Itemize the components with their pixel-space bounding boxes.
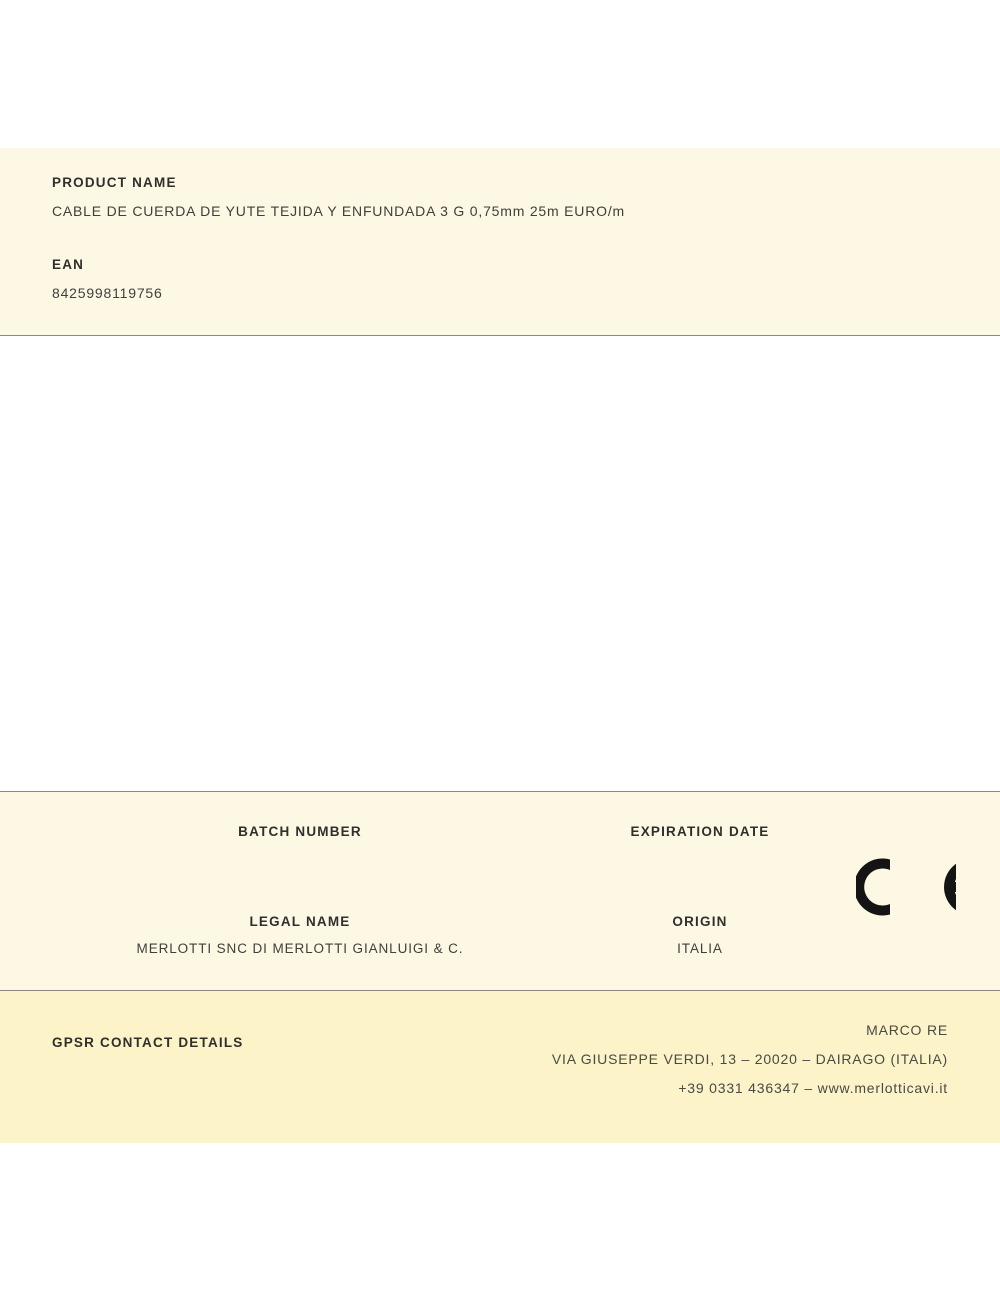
- product-info-inner: [0, 148, 1000, 301]
- gpsr-contact-block: [0, 991, 1000, 1143]
- ce-mark-icon: [856, 854, 956, 920]
- origin-value: ITALIA: [677, 941, 723, 956]
- product-name-value: CABLE DE CUERDA DE YUTE TEJIDA Y ENFUNDADA 3 G 0,75mm 25m EURO/m: [52, 203, 625, 219]
- spacer: [52, 219, 948, 257]
- batch-legal-block: [0, 791, 1000, 991]
- gpsr-label: GPSR CONTACT DETAILS: [52, 1035, 244, 1050]
- expiration-date-column: [550, 824, 850, 851]
- gpsr-contact-address: VIA GIUSEPPE VERDI, 13 – 20020 – DAIRAGO (ITALIA): [551, 1050, 948, 1067]
- blank-content-area: [0, 336, 1000, 791]
- legal-name-column: [60, 914, 540, 956]
- bottom-blank-area: [0, 1143, 1000, 1300]
- batch-number-column: [150, 824, 450, 851]
- origin-label: ORIGIN: [672, 914, 728, 929]
- gpsr-contact-details: [328, 1022, 948, 1096]
- product-name-label: PRODUCT NAME: [52, 175, 177, 190]
- ean-label: EAN: [52, 257, 85, 272]
- gpsr-contact-phone-web: +39 0331 436347 – www.merlotticavi.it: [678, 1079, 948, 1096]
- legal-name-label: LEGAL NAME: [249, 914, 351, 929]
- gpsr-contact-name: MARCO RE: [866, 1022, 948, 1038]
- ean-value: 8425998119756: [52, 285, 163, 301]
- product-info-block: [0, 148, 1000, 336]
- legal-name-value: MERLOTTI SNC DI MERLOTTI GIANLUIGI & C.: [136, 941, 464, 956]
- origin-column: [550, 914, 850, 956]
- batch-number-label: BATCH NUMBER: [238, 824, 362, 839]
- expiration-date-label: EXPIRATION DATE: [630, 824, 770, 839]
